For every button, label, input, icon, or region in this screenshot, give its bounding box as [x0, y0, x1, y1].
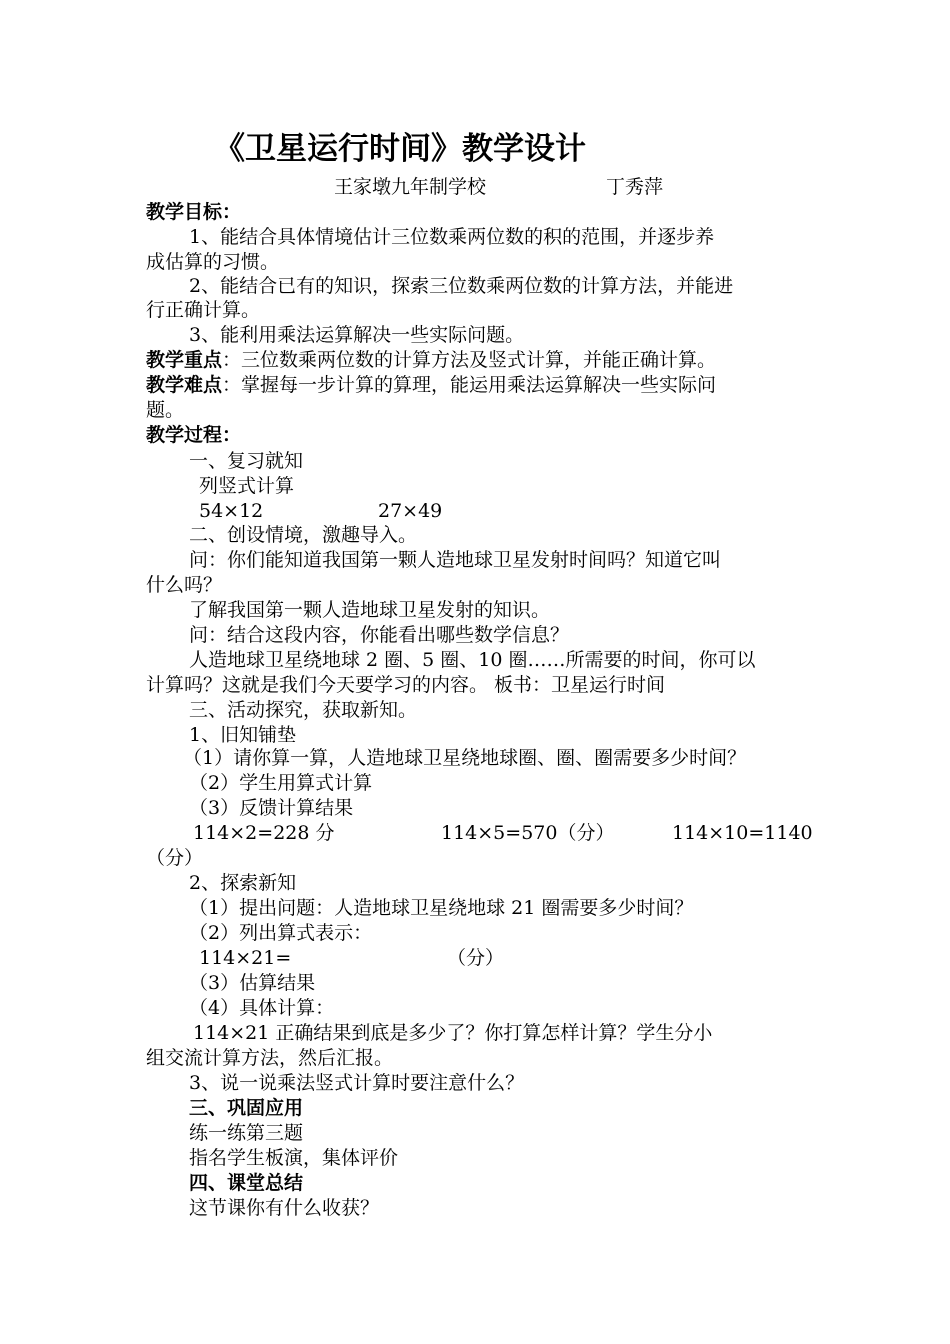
expression-unit: （分） [447, 947, 505, 969]
calc-line-b: 组交流计算方法，然后汇报。 [146, 1047, 394, 1069]
section-1-calc-1: 54×12 [199, 500, 264, 522]
section-3-2-item-2: （2）列出算式表示： [189, 922, 373, 944]
key-point-text: ：三位数乘两位数的计算方法及竖式计算，并能正确计算。 [222, 349, 717, 371]
section-3-1-heading: 1、旧知铺垫 [189, 724, 297, 746]
key-point-label: 教学重点 [146, 349, 223, 371]
calc-line-a: 114×21 正确结果到底是多少了？你打算怎样计算？学生分小 [193, 1022, 713, 1044]
expression: 114×21= [199, 947, 292, 969]
section-3-3: 3、说一说乘法竖式计算时要注意什么？ [189, 1072, 525, 1094]
goal-2-line-b: 行正确计算。 [146, 299, 261, 321]
goals-heading: 教学目标： [146, 201, 242, 223]
difficulty-label: 教学难点 [146, 374, 223, 396]
difficulty [146, 373, 716, 398]
document-title: 《卫星运行时间》教学设计 [214, 131, 586, 167]
section-3-1-item-2: （2）学生用算式计算 [189, 772, 373, 794]
section-5-heading: 四、课堂总结 [189, 1172, 304, 1194]
goal-1-line-a: 1、能结合具体情境估计三位数乘两位数的积的范围，并逐步养 [189, 226, 715, 248]
question-1-line-b: 什么吗？ [146, 574, 223, 596]
learn-text: 了解我国第一颗人造地球卫星发射的知识。 [189, 599, 551, 621]
goal-2-line-a: 2、能结合已有的知识，探索三位数乘两位数的计算方法，并能进 [189, 275, 734, 297]
school-name: 王家墩九年制学校 [334, 176, 487, 198]
section-1-task: 列竖式计算 [199, 475, 295, 497]
key-point [146, 348, 716, 373]
goal-3: 3、能利用乘法运算解决一些实际问题。 [189, 324, 525, 346]
question-2: 问：结合这段内容，你能看出哪些数学信息？ [189, 624, 570, 646]
section-4-item-2: 指名学生板演，集体评价 [189, 1147, 399, 1169]
section-3-2-item-4: （4）具体计算： [189, 997, 335, 1019]
section-3-2-heading: 2、探索新知 [189, 872, 297, 894]
section-1-calc-2: 27×49 [378, 500, 443, 522]
result-2: 114×5=570（分） [441, 822, 615, 844]
result-1: 114×2=228 分 [193, 822, 335, 844]
difficulty-text-a: ：掌握每一步计算的算理，能运用乘法运算解决一些实际问 [222, 374, 717, 396]
question-1-line-a: 问：你们能知道我国第一颗人造地球卫星发射时间吗？知道它叫 [189, 549, 722, 571]
author-name: 丁秀萍 [606, 176, 664, 198]
result-3: 114×10=1140 [672, 822, 813, 844]
section-4-heading: 三、巩固应用 [189, 1097, 304, 1119]
section-3-2-item-3: （3）估算结果 [189, 972, 316, 994]
section-2-heading: 二、创设情境，激趣导入。 [189, 524, 418, 546]
section-3-1-item-3: （3）反馈计算结果 [189, 797, 354, 819]
difficulty-text-b: 题。 [146, 399, 185, 421]
paragraph-1-line-a: 人造地球卫星绕地球 2 圈、5 圈、10 圈……所需要的时间，你可以 [189, 649, 756, 671]
section-4-item-1: 练一练第三题 [189, 1122, 304, 1144]
section-1-heading: 一、复习就知 [189, 450, 304, 472]
section-3-2-item-1: （1）提出问题：人造地球卫星绕地球 21 圈需要多少时间？ [189, 897, 694, 919]
section-5-item-1: 这节课你有什么收获？ [189, 1197, 380, 1219]
result-3-unit: （分） [146, 847, 204, 869]
section-3-1-item-1: （1）请你算一算，人造地球卫星绕地球圈、圈、圈需要多少时间？ [183, 747, 747, 769]
process-heading: 教学过程： [146, 424, 242, 446]
goal-1-line-b: 成估算的习惯。 [146, 251, 280, 273]
section-3-heading: 三、活动探究，获取新知。 [189, 699, 418, 721]
paragraph-1-line-b: 计算吗？这就是我们今天要学习的内容。 板书：卫星运行时间 [146, 674, 666, 696]
